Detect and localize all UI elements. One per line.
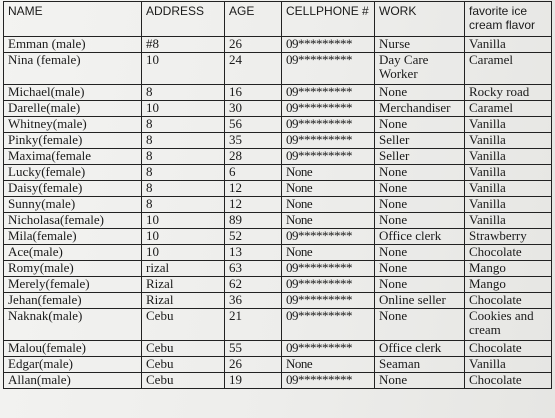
table-row xyxy=(4,309,552,341)
work-cell: None xyxy=(375,117,465,133)
name-cell: Whitney(male) xyxy=(4,117,142,133)
table-row xyxy=(4,117,552,133)
table-row xyxy=(4,101,552,117)
table-row xyxy=(4,213,552,229)
flavor-cell: Vanilla xyxy=(465,181,552,197)
work-cell: None xyxy=(375,165,465,181)
cellphone-cell: 09********* xyxy=(282,229,375,245)
table-row xyxy=(4,85,552,101)
cellphone-cell: None xyxy=(282,165,375,181)
address-cell: 8 xyxy=(142,165,225,181)
work-cell: None xyxy=(375,197,465,213)
cellphone-cell: None xyxy=(282,197,375,213)
flavor-cell: Vanilla xyxy=(465,37,552,53)
work-cell: Office clerk xyxy=(375,229,465,245)
cellphone-cell: 09********* xyxy=(282,373,375,389)
age-cell: 89 xyxy=(225,213,282,229)
name-cell: Mila(female) xyxy=(4,229,142,245)
header-cellphone: CELLPHONE # xyxy=(282,2,375,37)
name-cell: Jehan(female) xyxy=(4,293,142,309)
address-cell: Cebu xyxy=(142,373,225,389)
age-cell: 26 xyxy=(225,357,282,373)
table-row xyxy=(4,245,552,261)
age-cell: 12 xyxy=(225,197,282,213)
table-row xyxy=(4,197,552,213)
address-cell: 8 xyxy=(142,149,225,165)
table-row xyxy=(4,261,552,277)
cellphone-cell: 09********* xyxy=(282,101,375,117)
age-cell: 24 xyxy=(225,53,282,85)
table-row xyxy=(4,277,552,293)
cellphone-cell: 09********* xyxy=(282,117,375,133)
age-cell: 21 xyxy=(225,309,282,341)
name-cell: Naknak(male) xyxy=(4,309,142,341)
cellphone-cell: 09********* xyxy=(282,293,375,309)
flavor-cell: Chocolate xyxy=(465,245,552,261)
cellphone-cell: None xyxy=(282,213,375,229)
age-cell: 16 xyxy=(225,85,282,101)
cellphone-cell: 09********* xyxy=(282,53,375,85)
work-cell: None xyxy=(375,85,465,101)
table-row xyxy=(4,373,552,389)
flavor-cell: Vanilla xyxy=(465,149,552,165)
cellphone-cell: 09********* xyxy=(282,277,375,293)
name-cell: Nicholasa(female) xyxy=(4,213,142,229)
address-cell: 8 xyxy=(142,197,225,213)
flavor-cell: Caramel xyxy=(465,53,552,85)
name-cell: Romy(male) xyxy=(4,261,142,277)
header-favorite-flavor: favorite ice cream flavor xyxy=(465,2,552,37)
age-cell: 19 xyxy=(225,373,282,389)
age-cell: 13 xyxy=(225,245,282,261)
flavor-cell: Vanilla xyxy=(465,165,552,181)
name-cell: Allan(male) xyxy=(4,373,142,389)
header-name: NAME xyxy=(4,2,142,37)
cellphone-cell: 09********* xyxy=(282,85,375,101)
address-cell: 8 xyxy=(142,133,225,149)
address-cell: 10 xyxy=(142,229,225,245)
name-cell: Ace(male) xyxy=(4,245,142,261)
address-cell: 10 xyxy=(142,213,225,229)
table-row xyxy=(4,53,552,85)
name-cell: Malou(female) xyxy=(4,341,142,357)
name-cell: Lucky(female) xyxy=(4,165,142,181)
age-cell: 28 xyxy=(225,149,282,165)
table-row xyxy=(4,181,552,197)
table-header xyxy=(4,2,552,37)
name-cell: Michael(male) xyxy=(4,85,142,101)
age-cell: 26 xyxy=(225,37,282,53)
work-cell: Day Care Worker xyxy=(375,53,465,85)
name-cell: Maxima(female xyxy=(4,149,142,165)
flavor-cell: Mango xyxy=(465,261,552,277)
age-cell: 63 xyxy=(225,261,282,277)
cellphone-cell: 09********* xyxy=(282,309,375,341)
work-cell: Merchandiser xyxy=(375,101,465,117)
age-cell: 6 xyxy=(225,165,282,181)
work-cell: Office clerk xyxy=(375,341,465,357)
age-cell: 36 xyxy=(225,293,282,309)
address-cell: Rizal xyxy=(142,277,225,293)
flavor-cell: Chocolate xyxy=(465,341,552,357)
work-cell: Online seller xyxy=(375,293,465,309)
address-cell: 10 xyxy=(142,101,225,117)
flavor-cell: Chocolate xyxy=(465,373,552,389)
address-cell: 10 xyxy=(142,245,225,261)
name-cell: Daisy(female) xyxy=(4,181,142,197)
cellphone-cell: None xyxy=(282,181,375,197)
table-row xyxy=(4,357,552,373)
work-cell: None xyxy=(375,309,465,341)
table-row xyxy=(4,341,552,357)
table-row xyxy=(4,133,552,149)
address-cell: 10 xyxy=(142,53,225,85)
work-cell: None xyxy=(375,277,465,293)
table-row xyxy=(4,37,552,53)
flavor-cell: Mango xyxy=(465,277,552,293)
flavor-cell: Vanilla xyxy=(465,357,552,373)
table-row xyxy=(4,149,552,165)
header-age: AGE xyxy=(225,2,282,37)
table-row xyxy=(4,229,552,245)
age-cell: 52 xyxy=(225,229,282,245)
cellphone-cell: 09********* xyxy=(282,133,375,149)
flavor-cell: Vanilla xyxy=(465,117,552,133)
address-cell: Rizal xyxy=(142,293,225,309)
name-cell: Pinky(female) xyxy=(4,133,142,149)
address-cell: Cebu xyxy=(142,341,225,357)
age-cell: 35 xyxy=(225,133,282,149)
cellphone-cell: 09********* xyxy=(282,261,375,277)
age-cell: 62 xyxy=(225,277,282,293)
records-table xyxy=(3,1,552,389)
flavor-cell: Chocolate xyxy=(465,293,552,309)
name-cell: Nina (female) xyxy=(4,53,142,85)
flavor-cell: Rocky road xyxy=(465,85,552,101)
header-address: ADDRESS xyxy=(142,2,225,37)
address-cell: rizal xyxy=(142,261,225,277)
flavor-cell: Vanilla xyxy=(465,133,552,149)
name-cell: Sunny(male) xyxy=(4,197,142,213)
name-cell: Merely(female) xyxy=(4,277,142,293)
table-body xyxy=(4,37,552,389)
age-cell: 30 xyxy=(225,101,282,117)
work-cell: None xyxy=(375,181,465,197)
age-cell: 56 xyxy=(225,117,282,133)
address-cell: 8 xyxy=(142,85,225,101)
table-row xyxy=(4,293,552,309)
table-row xyxy=(4,165,552,181)
name-cell: Darelle(male) xyxy=(4,101,142,117)
age-cell: 55 xyxy=(225,341,282,357)
cellphone-cell: 09********* xyxy=(282,341,375,357)
address-cell: Cebu xyxy=(142,357,225,373)
flavor-cell: Strawberry xyxy=(465,229,552,245)
name-cell: Edgar(male) xyxy=(4,357,142,373)
flavor-cell: Cookies and cream xyxy=(465,309,552,341)
flavor-cell: Vanilla xyxy=(465,197,552,213)
work-cell: None xyxy=(375,261,465,277)
age-cell: 12 xyxy=(225,181,282,197)
work-cell: None xyxy=(375,213,465,229)
address-cell: 8 xyxy=(142,117,225,133)
work-cell: None xyxy=(375,245,465,261)
work-cell: Seaman xyxy=(375,357,465,373)
cellphone-cell: 09********* xyxy=(282,37,375,53)
work-cell: Seller xyxy=(375,133,465,149)
cellphone-cell: None xyxy=(282,245,375,261)
work-cell: None xyxy=(375,373,465,389)
cellphone-cell: 09********* xyxy=(282,149,375,165)
flavor-cell: Caramel xyxy=(465,101,552,117)
cellphone-cell: None xyxy=(282,357,375,373)
address-cell: 8 xyxy=(142,181,225,197)
flavor-cell: Vanilla xyxy=(465,213,552,229)
work-cell: Seller xyxy=(375,149,465,165)
address-cell: #8 xyxy=(142,37,225,53)
work-cell: Nurse xyxy=(375,37,465,53)
address-cell: Cebu xyxy=(142,309,225,341)
header-work: WORK xyxy=(375,2,465,37)
name-cell: Emman (male) xyxy=(4,37,142,53)
